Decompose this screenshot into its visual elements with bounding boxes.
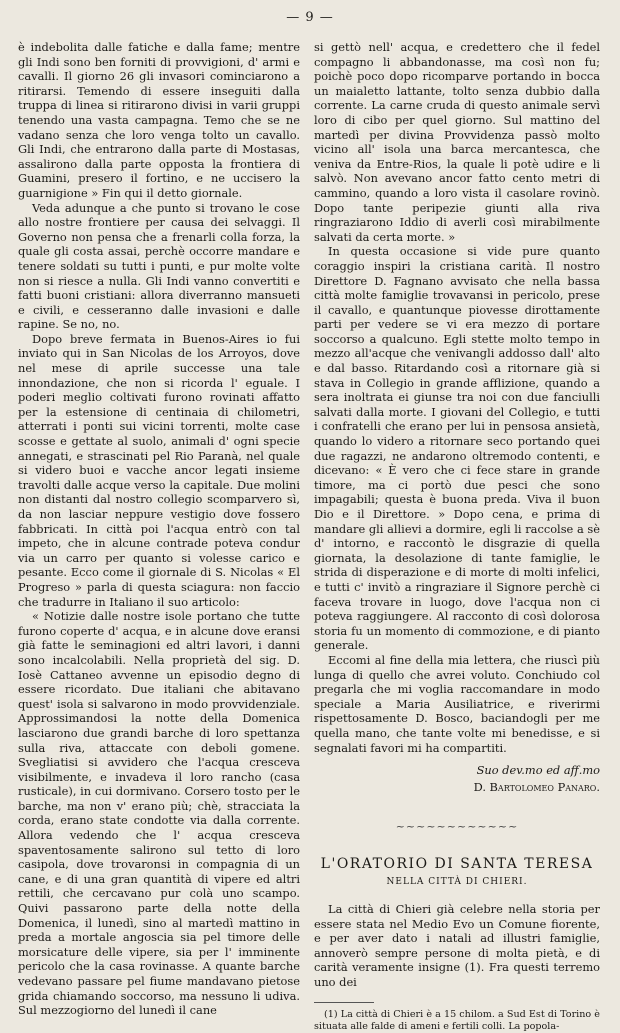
signer: D. Bartolomeo Panaro. [473, 779, 600, 794]
paragraph: Eccomi al fine della mia lettera, che riuscì più lunga di quello che avrei voluto. Conchiudo col pregarla che mi voglia raccomandare in modo speciale a Maria Ausiliatrice, e riverirmi rispettosamente D. Bosco, baciandogli per me quella mano, che tante volte mi benedisse, e si segnalati favori mi ha compartiti. [314, 652, 600, 755]
paragraph: « Notizie dalle nostre isole portano che tutte furono coperte d' acqua, e in alcune dove eransi già fatte le seminagioni ed altri lavori, i danni sono incalcolabili. Nella proprietà del sig. D. Iosè Cattaneo avvenne un episodio degno di essere ricordato. Due italiani che abitavano quest' isola si salvarono in modo provvidenziale. Approssimandosi la notte della Domenica lasciarono due grandi barche di loro spettanza sulla riva, attaccate con deboli gomene. Svegliatisi si avvidero che l'acqua cresceva visibilmente, e invadeva il loro rancho (casa rusticale), in cui dormivano. Corsero tosto per le barche, ma non v' erano più; chè, stracciata la corda, erano state condotte via dalla corrente. Allora vedendo che l' acqua cresceva spaventosamente salirono sul tetto di loro casipola, dove trovaronsi in compagnia di un cane, e di una gran quantità di vipere ed altri rettili, che cercavano pur colà uno scampo. Quivi passarono parte della notte della Domenica, il lunedì, sino al martedì mattino in preda a mortale angoscia sia pel timore delle morsicature delle vipere, sia per l' imminente pericolo che la casa rovinasse. A quante barche vedevano passare pel fiume mandavano pietose grida chiamando soccorso, ma nessuno li udiva. Sul mezzogiorno del lunedì il cane [18, 609, 300, 1018]
paragraph: è indebolita dalle fatiche e dalla fame; mentre gli Indi sono ben forniti di provvigioni, d' armi e cavalli. Il giorno 26 gli invasori cominciarono a ritirarsi. Temendo di essere inseguiti dalla truppa di linea si ritirarono divisi in varii gruppi tenendo una vasta campagna. Temo che se ne vadano senza che loro venga tolto un cavallo. Gli Indi, che entrarono dalla parte di Mostasas, assalirono dalla parte opposta la frontiera di Guamini, presero il fortino, e ne uccisero la guarnigione » Fin qui il detto giornale. [18, 40, 300, 200]
section-divider: ~~~~~~~~~~~~ [395, 820, 519, 834]
signoff: Suo dev.mo ed aff.mo [476, 763, 600, 778]
paragraph: si gettò nell' acqua, e credettero che il fedel compagno li abbandonasse, ma così non fu; poichè poco dopo ricomparve portando in bocca un maialetto lattante, tolto senza dubbio dalla corrente. La carne cruda di questo animale servì loro di cibo per quel giorno. Sul mattino del martedì per divina Provvidenza passò molto vicino all' isola una barca mercantesca, che veniva da Entre-Rios, la quale li potè udire e li salvò. Non avevano ancor fatto cento metri di cammino, quando a loro vista il casolare rovinò. Dopo tante peripezie giunti alla riva ringraziarono Iddio di averli così mirabilmente salvati da certa morte. » [314, 40, 600, 244]
footnote: (1) La città di Chieri è a 15 chilom. a Sud Est di Torino è situata alle falde di ameni e fertili colli. La popola- [314, 1008, 600, 1032]
right-column [314, 40, 600, 1033]
paragraph: Dopo breve fermata in Buenos-Aires io fui inviato qui in San Nicolas de los Arroyos, dove nel mese di aprile successe una tale innondazione, che non si ricorda l' eguale. I poderi meglio coltivati furono rovinati affatto per la estensione di centinaia di chilometri, atterrati i ponti sui vicini torrenti, molte case scosse e gettate al suolo, animali d' ogni specie annegati, e strascinati pel Rio Paranà, nel quale si videro buoi e vacche ancor legati insieme travolti dalle acque verso la capitale. Due molini non distanti dal nostro collegio scomparvero sì, da non lasciar neppure vestigio dove fossero fabbricati. In città poi l'acqua entrò con tal impeto, che in alcune contrade poteva condur via un carro per quanto si volesse carico e pesante. Ecco come il giornale di S. Nicolas « El Progreso » parla di questa sciagura: non faccio che tradurre in Italiano il suo articolo: [18, 331, 300, 609]
paragraph: In questa occasione si vide pure quanto coraggio inspiri la cristiana carità. Il nostro Direttore D. Fagnano avvisato che nella bassa città molte famiglie trovavansi in pericolo, prese il cavallo, e quantunque piovesse dirottamente parti per vedere se vi era mezzo di portare soccorso a qualcuno. Egli stette molto tempo in mezzo all'acque che venivangli addosso dall' alto e dal basso. Ritardando così a ritornare già si stava in Collegio in grande afflizione, quando a sera inoltrata ei giunse tra noi con due fanciulli salvati dalla morte. I giovani del Collegio, e tutti i confratelli che erano per lui in pensosa ansietà, quando lo videro a ritornare seco portando quei due ragazzi, ne andarono oltremodo contenti, e dicevano: « È vero che ci fece stare in grande timore, ma ci portò due pesci che sono impagabili; questa è buona preda. Viva il buon Dio e il Direttore. » Dopo cena, e prima di mandare gli allievi a dormire, egli li raccolse a sè d' intorno, e raccontò le disgrazie di quella giornata, la desolazione di tante famiglie, le strida di disperazione e di morte di molti infelici, e tutti c' invitò a ringraziare il Signore perchè ci faceva trovare in luogo, dove l'acqua non ci poteva raggiungere. Al racconto di così dolorosa storia fu un momento di commozione, e di pianto generale. [314, 244, 600, 653]
section-title: L'ORATORIO DI SANTA TERESA [320, 855, 594, 872]
footnote-rule [314, 1002, 374, 1003]
section-body: La città di Chieri già celebre nella storia per essere stata nel Medio Evo un Comune fiorente, e per aver dato i natali ad illustri famiglie, annoverò sempre persone di molta pietà, e di carità veramente insigne (1). Fra questi terremo uno dei [314, 902, 600, 990]
left-column [18, 40, 300, 1018]
page-number: — 9 — [286, 10, 334, 25]
section-subtitle: NELLA CITTÀ DI CHIERI. [386, 877, 528, 888]
paragraph: Veda adunque a che punto si trovano le cose allo nostre frontiere per causa dei selvaggi. Il Governo non pensa che a frenarli colla forza, la quale gli costa assai, perchè occorre mandare e tenere soldati su tutti i punti, e pur molte volte non si riesce a nulla. Gli Indi vanno convertiti e fatti buoni cristiani: allora diverranno mansueti e civili, e cesseranno dalle invasioni e dalle rapine. Se no, no. [18, 200, 300, 332]
